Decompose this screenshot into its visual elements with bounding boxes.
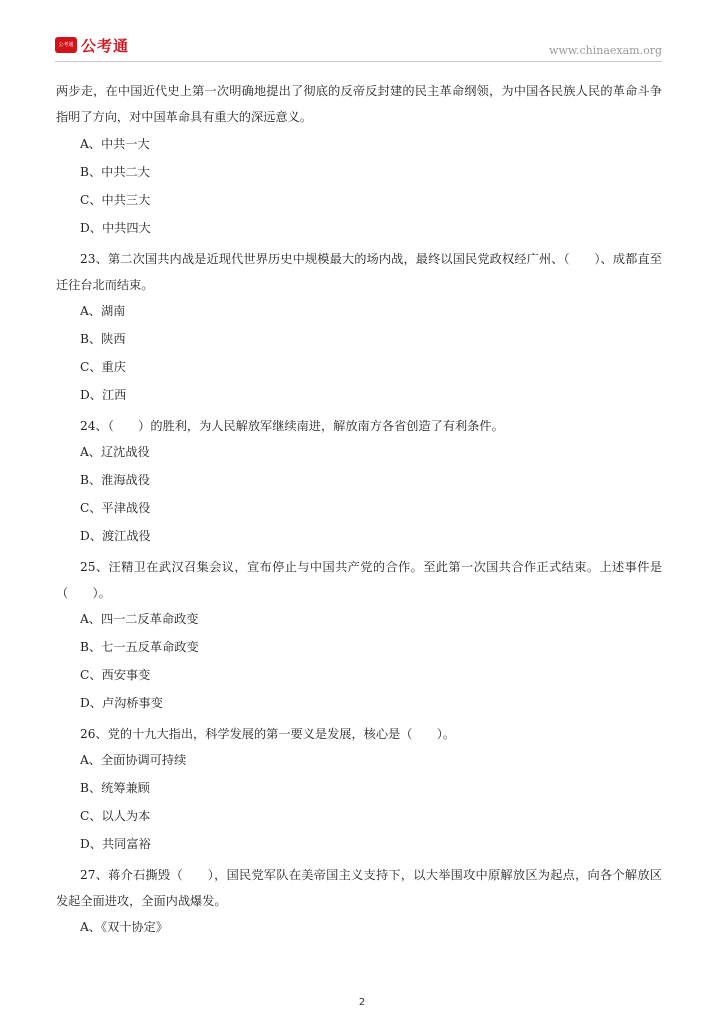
- page-number: 2: [358, 997, 366, 1008]
- option: C、以人为本: [80, 809, 151, 823]
- option: D、中共四大: [80, 221, 151, 235]
- question-27: [56, 862, 662, 937]
- header-divider: [55, 61, 662, 62]
- logo-text: 公考通: [81, 36, 130, 55]
- option: C、平津战役: [80, 501, 151, 515]
- question-text: 27、蒋介石撕毁（ ），国民党军队在美帝国主义支持下，以大举围攻中原解放区为起点，向各个解放区发起全面进攻，全面内战爆发。: [56, 868, 662, 908]
- option: B、七一五反革命政变: [80, 640, 199, 654]
- option: A、辽沈战役: [80, 445, 150, 459]
- option: A、《双十协定》: [80, 920, 169, 934]
- option: B、淮海战役: [80, 473, 150, 487]
- page-header: [0, 0, 724, 68]
- option: C、西安事变: [80, 668, 151, 682]
- option: D、渡江战役: [80, 529, 151, 543]
- question-23: [56, 246, 662, 405]
- intro-options: [56, 134, 662, 238]
- option: B、中共二大: [80, 165, 150, 179]
- option: A、湖南: [80, 304, 126, 318]
- logo: [55, 35, 129, 55]
- option: D、江西: [80, 388, 127, 402]
- option: B、统筹兼顾: [80, 781, 150, 795]
- intro-text: 两步走，在中国近代史上第一次明确地提出了彻底的反帝反封建的民主革命纲领，为中国各民族人民的革命斗争指明了方向，对中国革命具有重大的深远意义。: [56, 84, 662, 124]
- question-text: 26、党的十九大指出，科学发展的第一要义是发展，核心是（ ）。: [80, 727, 456, 741]
- question-text: 25、汪精卫在武汉召集会议，宣布停止与中国共产党的合作。至此第一次国共合作正式结束。上述事件是（ ）。: [56, 560, 662, 600]
- question-text: 23、第二次国共内战是近现代世界历史中规模最大的场内战，最终以国民党政权经广州、（ ）、成都直至迁往台北而结束。: [56, 252, 662, 292]
- option: C、重庆: [80, 360, 126, 374]
- site-url: www.chinaexam.org: [549, 44, 662, 57]
- option: B、陕西: [80, 332, 126, 346]
- option: A、中共一大: [80, 137, 150, 151]
- question-26: [56, 721, 662, 854]
- option: D、共同富裕: [80, 837, 151, 851]
- option: C、中共三大: [80, 193, 151, 207]
- option: A、全面协调可持续: [80, 753, 187, 767]
- logo-mark: 公考通: [55, 37, 77, 53]
- option: A、四一二反革命政变: [80, 612, 199, 626]
- question-text: 24、（ ）的胜利，为人民解放军继续南进，解放南方各省创造了有利条件。: [80, 419, 504, 433]
- document-body: [56, 78, 662, 945]
- question-25: [56, 554, 662, 713]
- question-24: [56, 413, 662, 546]
- option: D、卢沟桥事变: [80, 696, 163, 710]
